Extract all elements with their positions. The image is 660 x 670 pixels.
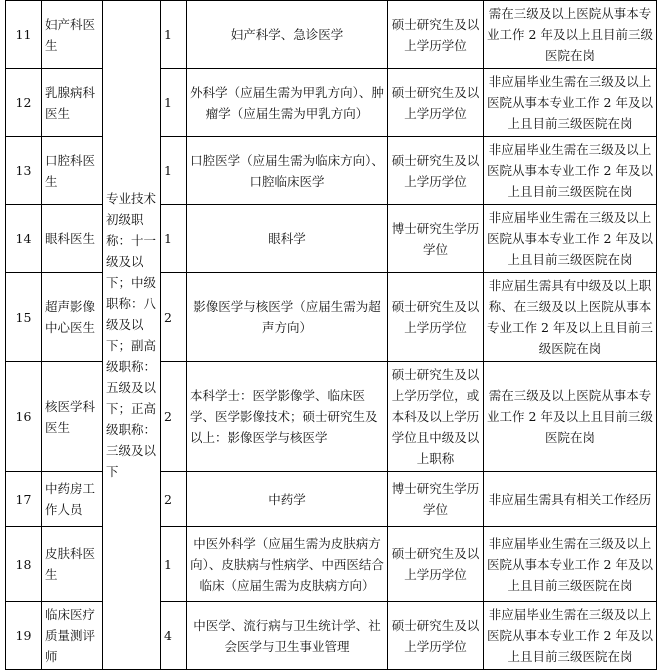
headcount: 1 (161, 137, 187, 205)
degree-requirement: 博士研究生学历学位 (388, 472, 484, 527)
recruitment-table (5, 0, 657, 670)
other-requirement: 非应届毕业生需在三级及以上医院从事本专业工作 2 年及以上且目前三级医院在岗 (484, 205, 657, 273)
other-requirement: 非应届毕业生需在三级及以上医院从事本专业工作 2 年及以上且目前三级医院在岗 (484, 527, 657, 602)
degree-requirement: 硕士研究生及以上学历学位 (388, 527, 484, 602)
other-requirement: 非应届毕业生需在三级及以上医院从事本专业工作 2 年及以上且目前三级医院在岗 (484, 602, 657, 670)
post-name: 乳腺病科医生 (42, 69, 103, 137)
major-requirement: 中医学、流行病与卫生统计学、社会医学与卫生事业管理 (187, 602, 388, 670)
other-requirement: 非应届生需具有相关工作经历 (484, 472, 657, 527)
degree-requirement: 硕士研究生及以上学历学位 (388, 1, 484, 69)
row-number: 14 (6, 205, 42, 273)
headcount: 2 (161, 472, 187, 527)
headcount: 1 (161, 1, 187, 69)
major-requirement: 中药学 (187, 472, 388, 527)
other-requirement: 需在三级及以上医院从事本专业工作 2 年及以上且目前三级医院在岗 (484, 1, 657, 69)
major-requirement: 眼科学 (187, 205, 388, 273)
row-number: 17 (6, 472, 42, 527)
degree-requirement: 硕士研究生及以上学历学位 (388, 137, 484, 205)
headcount: 4 (161, 602, 187, 670)
headcount: 2 (161, 273, 187, 362)
degree-requirement: 硕士研究生及以上学历学位 (388, 273, 484, 362)
other-requirement: 非应届毕业生需在三级及以上医院从事本专业工作 2 年及以上且目前三级医院在岗 (484, 137, 657, 205)
other-requirement: 需在三级及以上医院从事本专业工作 2 年及以上且目前三级医院在岗 (484, 362, 657, 472)
row-number: 12 (6, 69, 42, 137)
post-name: 妇产科医生 (42, 1, 103, 69)
row-number: 18 (6, 527, 42, 602)
post-name: 皮肤科医生 (42, 527, 103, 602)
headcount: 1 (161, 205, 187, 273)
degree-requirement: 硕士研究生及以上学历学位，或本科及以上学历学位且中级及以上职称 (388, 362, 484, 472)
post-name: 口腔科医生 (42, 137, 103, 205)
row-number: 19 (6, 602, 42, 670)
major-requirement: 妇产科学、急诊医学 (187, 1, 388, 69)
post-name: 核医学科医生 (42, 362, 103, 472)
major-requirement: 中医外科学（应届生需为皮肤病方向）、皮肤病与性病学、中西医结合临床（应届生需为皮肤病方向） (187, 527, 388, 602)
row-number: 11 (6, 1, 42, 69)
major-requirement: 影像医学与核医学（应届生需为超声方向） (187, 273, 388, 362)
table-row (6, 1, 657, 69)
post-name: 中药房工作人员 (42, 472, 103, 527)
headcount: 2 (161, 362, 187, 472)
headcount: 1 (161, 527, 187, 602)
row-number: 15 (6, 273, 42, 362)
row-number: 16 (6, 362, 42, 472)
headcount: 1 (161, 69, 187, 137)
major-requirement: 本科学士：医学影像学、临床医学、医学影像技术；硕士研究生及以上：影像医学与核医学 (187, 362, 388, 472)
other-requirement: 非应届毕业生需在三级及以上医院从事本专业工作 2 年及以上且目前三级医院在岗 (484, 69, 657, 137)
post-name: 临床医疗质量测评师 (42, 602, 103, 670)
major-requirement: 外科学（应届生需为甲乳方向）、肿瘤学（应届生需为甲乳方向） (187, 69, 388, 137)
title-level-cell: 专业技术初级职称：十一级及以下；中级职称：八级及以下；副高级职称：五级及以下；正高级职称：三级及以下 (103, 1, 161, 670)
row-number: 13 (6, 137, 42, 205)
degree-requirement: 博士研究生学历学位 (388, 205, 484, 273)
degree-requirement: 硕士研究生及以上学历学位 (388, 69, 484, 137)
other-requirement: 非应届生需具有中级及以上职称、在三级及以上医院从事本专业工作 2 年及以上且目前三级医院在岗 (484, 273, 657, 362)
major-requirement: 口腔医学（应届生需为临床方向）、口腔临床医学 (187, 137, 388, 205)
post-name: 眼科医生 (42, 205, 103, 273)
degree-requirement: 硕士研究生及以上学历学位 (388, 602, 484, 670)
post-name: 超声影像中心医生 (42, 273, 103, 362)
